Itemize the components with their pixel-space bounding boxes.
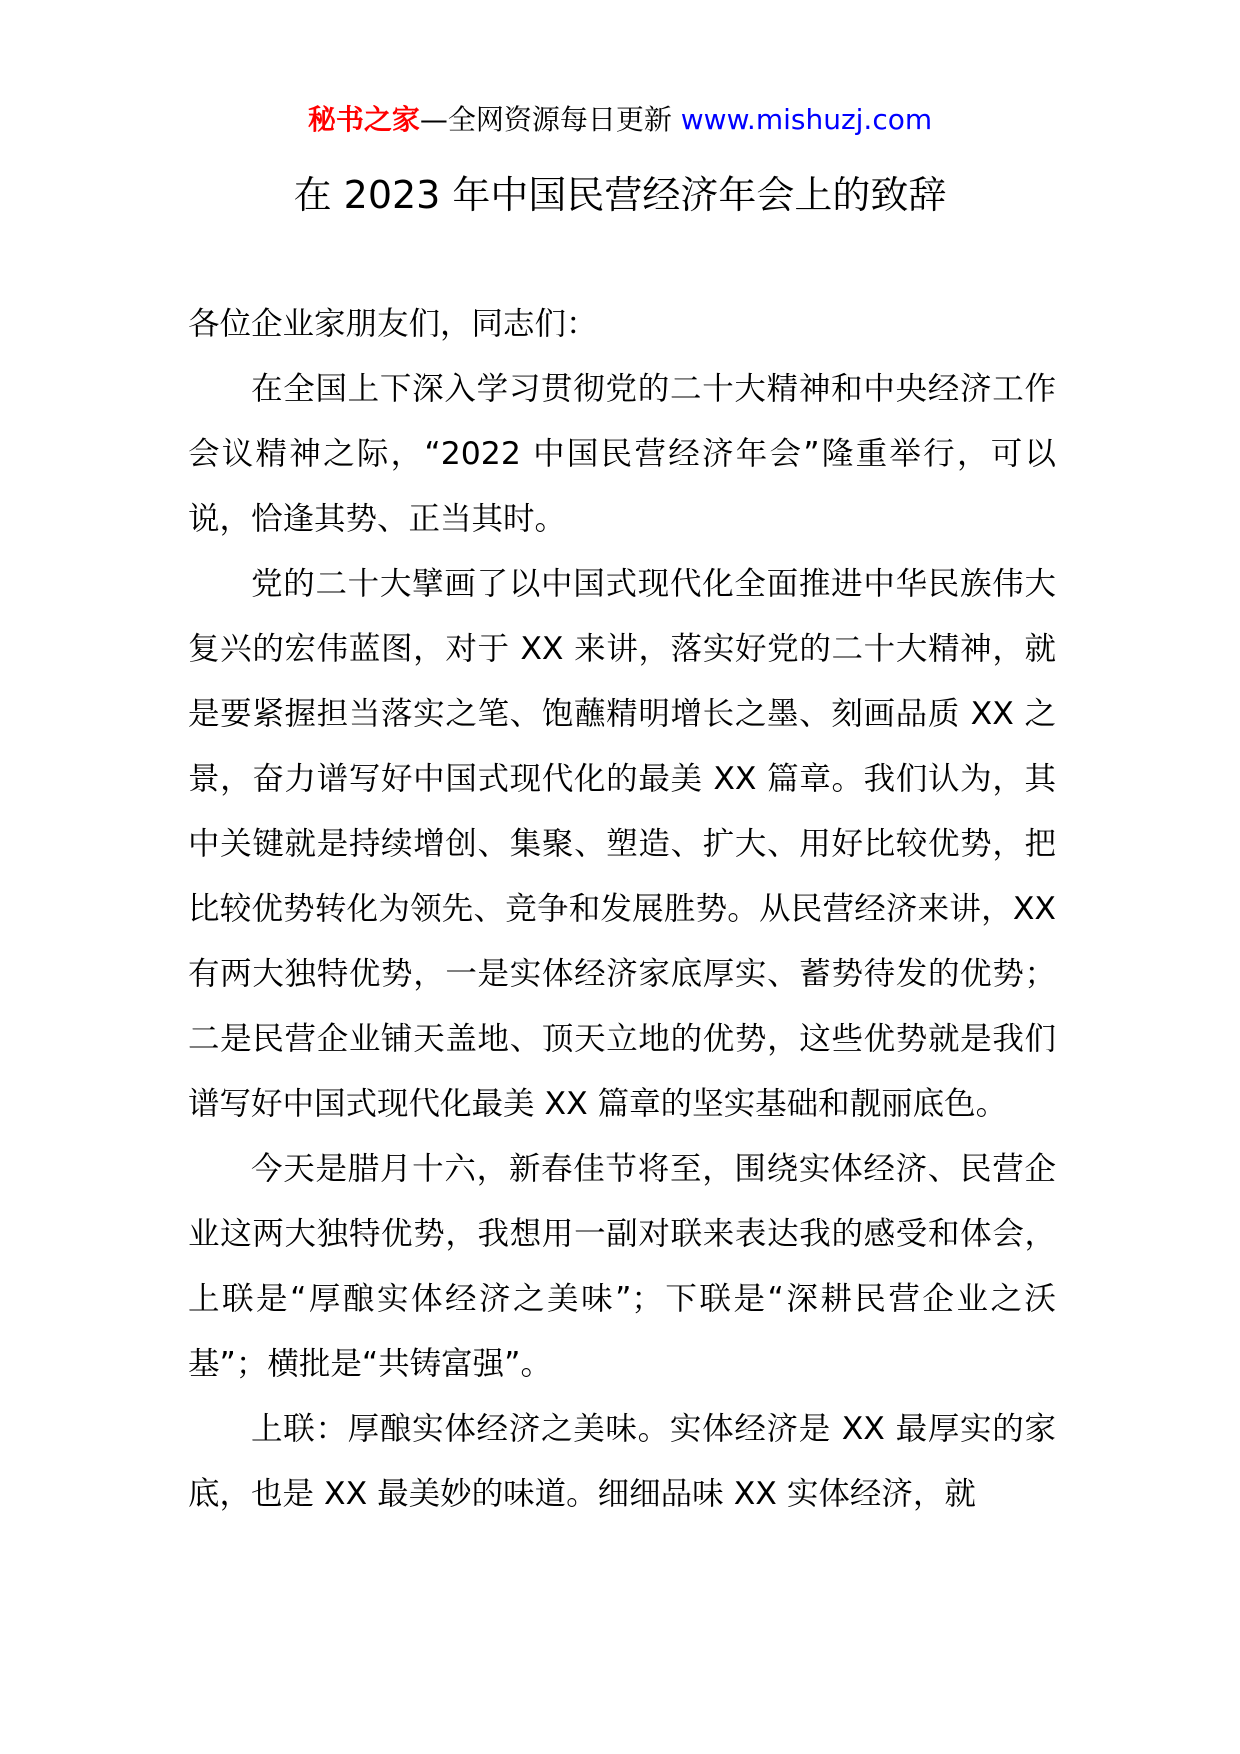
paragraph: 上联：厚酿实体经济之美味。实体经济是 XX 最厚实的家底，也是 XX 最美妙的味道。细细品味 XX 实体经济，就	[188, 1411, 1056, 1512]
brand-name: 秘书之家	[307, 103, 420, 136]
paragraph: 党的二十大擘画了以中国式现代化全面推进中华民族伟大复兴的宏伟蓝图，对于 XX 来讲，落实好党的二十大精神，就是要紧握担当落实之笔、饱蘸精明增长之墨、刻画品质 XX 之景，奋力谱写好中国式现代化的最美 XX 篇章。我们认为，其中关键就是持续增创、集聚、塑造、扩大、用好比较优势，把比较优势转化为领先、竞争和发展胜势。从民营经济来讲，XX 有两大独特优势，一是实体经济家底厚实、蓄势待发的优势；二是民营企业铺天盖地、顶天立地的优势，这些优势就是我们谱写好中国式现代化最美 XX 篇章的坚实基础和靓丽底色。	[188, 566, 1056, 1122]
document-body	[188, 292, 1056, 1527]
document-title: 在 2023 年中国民营经济年会上的致辞	[293, 173, 947, 217]
paragraph: 今天是腊月十六，新春佳节将至，围绕实体经济、民营企业这两大独特优势，我想用一副对联来表达我的感受和体会，上联是“厚酿实体经济之美味”；下联是“深耕民营企业之沃基”；横批是“共铸富强”。	[188, 1151, 1056, 1382]
paragraph: 在全国上下深入学习贯彻党的二十大精神和中央经济工作会议精神之际，“2022 中国民营经济年会”隆重举行，可以说，恰逢其势、正当其时。	[188, 371, 1056, 537]
site-url-link[interactable]: www.mishuzj.com	[680, 103, 933, 136]
site-header	[0, 100, 1240, 140]
site-tagline: —全网资源每日更新	[419, 103, 681, 136]
greeting: 各位企业家朋友们，同志们：	[188, 306, 598, 342]
